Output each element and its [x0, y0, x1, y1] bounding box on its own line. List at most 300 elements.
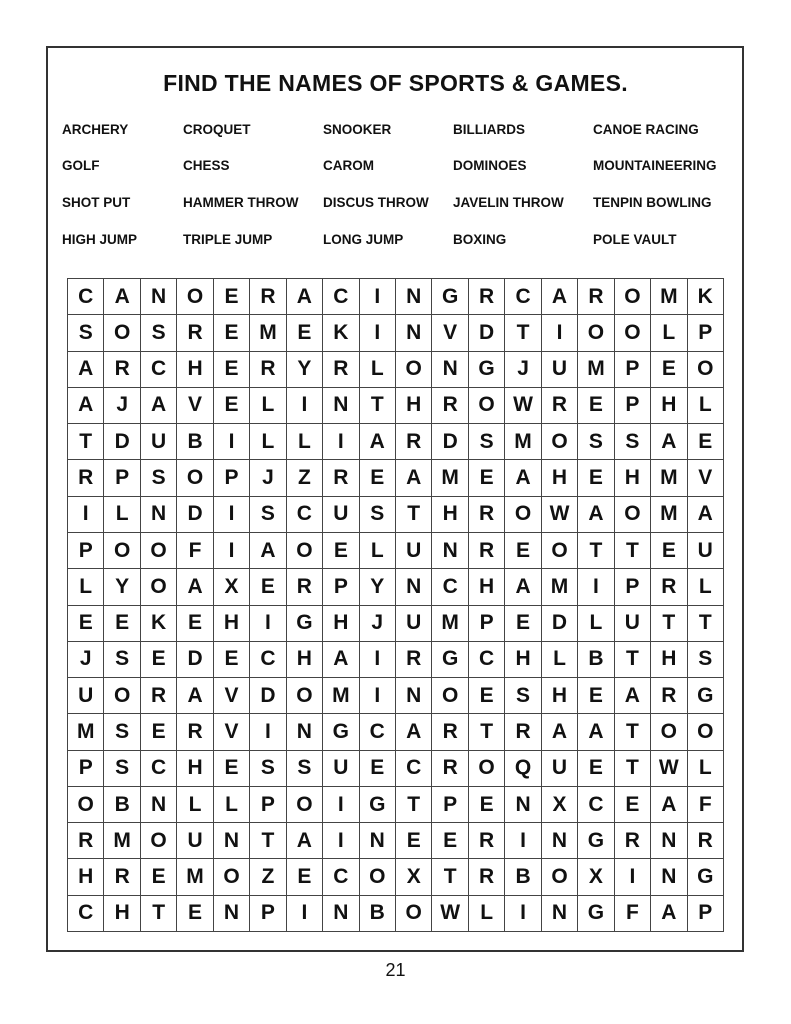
grid-cell[interactable]: O	[104, 678, 140, 714]
grid-cell[interactable]: I	[505, 823, 541, 859]
grid-cell[interactable]: T	[688, 606, 724, 642]
grid-cell[interactable]: T	[469, 714, 505, 750]
grid-cell[interactable]: L	[287, 424, 323, 460]
grid-cell[interactable]: S	[578, 424, 614, 460]
grid-cell[interactable]: R	[469, 823, 505, 859]
grid-cell[interactable]: H	[469, 569, 505, 605]
grid-cell[interactable]: O	[177, 279, 213, 315]
grid-cell[interactable]: A	[68, 388, 104, 424]
grid-cell[interactable]: F	[688, 787, 724, 823]
grid-cell[interactable]: S	[505, 678, 541, 714]
grid-cell[interactable]: C	[287, 497, 323, 533]
grid-cell[interactable]: W	[505, 388, 541, 424]
grid-cell[interactable]: R	[68, 460, 104, 496]
grid-cell[interactable]: H	[542, 460, 578, 496]
grid-cell[interactable]: L	[68, 569, 104, 605]
grid-cell[interactable]: S	[250, 751, 286, 787]
grid-cell[interactable]: P	[68, 751, 104, 787]
grid-cell[interactable]: H	[214, 606, 250, 642]
grid-cell[interactable]: R	[396, 424, 432, 460]
grid-cell[interactable]: T	[505, 315, 541, 351]
grid-cell[interactable]: N	[396, 678, 432, 714]
grid-cell[interactable]: T	[615, 714, 651, 750]
grid-cell[interactable]: Y	[360, 569, 396, 605]
grid-cell[interactable]: O	[141, 533, 177, 569]
grid-cell[interactable]: R	[396, 642, 432, 678]
grid-cell[interactable]: N	[141, 497, 177, 533]
grid-cell[interactable]: T	[68, 424, 104, 460]
grid-cell[interactable]: H	[287, 642, 323, 678]
grid-cell[interactable]: E	[396, 823, 432, 859]
grid-cell[interactable]: G	[688, 678, 724, 714]
grid-cell[interactable]: P	[615, 569, 651, 605]
grid-cell[interactable]: J	[360, 606, 396, 642]
grid-cell[interactable]: X	[214, 569, 250, 605]
grid-cell[interactable]: O	[505, 497, 541, 533]
grid-cell[interactable]: A	[651, 787, 687, 823]
grid-cell[interactable]: A	[287, 279, 323, 315]
grid-cell[interactable]: I	[323, 823, 359, 859]
grid-cell[interactable]: A	[396, 714, 432, 750]
grid-cell[interactable]: E	[214, 751, 250, 787]
grid-cell[interactable]: R	[177, 714, 213, 750]
grid-cell[interactable]: E	[323, 533, 359, 569]
grid-cell[interactable]: U	[615, 606, 651, 642]
grid-cell[interactable]: T	[615, 751, 651, 787]
grid-cell[interactable]: U	[323, 751, 359, 787]
grid-cell[interactable]: L	[688, 751, 724, 787]
grid-cell[interactable]: O	[469, 388, 505, 424]
grid-cell[interactable]: A	[68, 352, 104, 388]
grid-cell[interactable]: A	[141, 388, 177, 424]
grid-cell[interactable]: I	[578, 569, 614, 605]
grid-cell[interactable]: N	[287, 714, 323, 750]
grid-cell[interactable]: K	[141, 606, 177, 642]
grid-cell[interactable]: I	[360, 279, 396, 315]
grid-cell[interactable]: K	[688, 279, 724, 315]
grid-cell[interactable]: W	[432, 896, 468, 932]
grid-cell[interactable]: O	[396, 352, 432, 388]
grid-cell[interactable]: I	[287, 896, 323, 932]
grid-cell[interactable]: N	[396, 569, 432, 605]
grid-cell[interactable]: T	[651, 606, 687, 642]
grid-cell[interactable]: S	[287, 751, 323, 787]
grid-cell[interactable]: E	[432, 823, 468, 859]
grid-cell[interactable]: P	[250, 896, 286, 932]
grid-cell[interactable]: C	[68, 279, 104, 315]
grid-cell[interactable]: C	[396, 751, 432, 787]
grid-cell[interactable]: V	[688, 460, 724, 496]
grid-cell[interactable]: O	[651, 714, 687, 750]
grid-cell[interactable]: E	[104, 606, 140, 642]
grid-cell[interactable]: U	[542, 352, 578, 388]
grid-cell[interactable]: D	[177, 497, 213, 533]
grid-cell[interactable]: P	[104, 460, 140, 496]
grid-cell[interactable]: M	[432, 606, 468, 642]
grid-cell[interactable]: A	[323, 642, 359, 678]
grid-cell[interactable]: C	[141, 352, 177, 388]
grid-cell[interactable]: P	[323, 569, 359, 605]
grid-cell[interactable]: E	[141, 642, 177, 678]
grid-cell[interactable]: B	[177, 424, 213, 460]
grid-cell[interactable]: O	[615, 497, 651, 533]
grid-cell[interactable]: B	[360, 896, 396, 932]
grid-cell[interactable]: C	[505, 279, 541, 315]
grid-cell[interactable]: R	[250, 352, 286, 388]
grid-cell[interactable]: H	[651, 642, 687, 678]
grid-cell[interactable]: E	[214, 279, 250, 315]
grid-cell[interactable]: E	[360, 751, 396, 787]
grid-cell[interactable]: R	[469, 533, 505, 569]
grid-cell[interactable]: I	[250, 606, 286, 642]
grid-cell[interactable]: O	[287, 787, 323, 823]
grid-cell[interactable]: I	[323, 787, 359, 823]
grid-cell[interactable]: H	[542, 678, 578, 714]
grid-cell[interactable]: C	[141, 751, 177, 787]
grid-cell[interactable]: O	[177, 460, 213, 496]
grid-cell[interactable]: N	[505, 787, 541, 823]
grid-cell[interactable]: M	[68, 714, 104, 750]
grid-cell[interactable]: I	[615, 859, 651, 895]
grid-cell[interactable]: I	[505, 896, 541, 932]
grid-cell[interactable]: O	[104, 533, 140, 569]
grid-cell[interactable]: H	[505, 642, 541, 678]
grid-cell[interactable]: L	[177, 787, 213, 823]
grid-cell[interactable]: Q	[505, 751, 541, 787]
grid-cell[interactable]: E	[177, 896, 213, 932]
grid-cell[interactable]: E	[177, 606, 213, 642]
grid-cell[interactable]: U	[68, 678, 104, 714]
grid-cell[interactable]: C	[68, 896, 104, 932]
grid-cell[interactable]: H	[615, 460, 651, 496]
grid-cell[interactable]: O	[287, 533, 323, 569]
grid-cell[interactable]: O	[104, 315, 140, 351]
grid-cell[interactable]: R	[651, 569, 687, 605]
grid-cell[interactable]: D	[177, 642, 213, 678]
grid-cell[interactable]: I	[287, 388, 323, 424]
grid-cell[interactable]: N	[432, 533, 468, 569]
grid-cell[interactable]: N	[360, 823, 396, 859]
grid-cell[interactable]: R	[287, 569, 323, 605]
grid-cell[interactable]: S	[360, 497, 396, 533]
grid-cell[interactable]: L	[688, 569, 724, 605]
grid-cell[interactable]: F	[615, 896, 651, 932]
grid-cell[interactable]: I	[214, 533, 250, 569]
grid-cell[interactable]: D	[542, 606, 578, 642]
grid-cell[interactable]: R	[68, 823, 104, 859]
grid-cell[interactable]: H	[432, 497, 468, 533]
grid-cell[interactable]: L	[469, 896, 505, 932]
grid-cell[interactable]: S	[141, 315, 177, 351]
grid-cell[interactable]: V	[214, 678, 250, 714]
grid-cell[interactable]: R	[104, 859, 140, 895]
grid-cell[interactable]: R	[651, 678, 687, 714]
grid-cell[interactable]: I	[360, 315, 396, 351]
grid-cell[interactable]: S	[68, 315, 104, 351]
grid-cell[interactable]: M	[432, 460, 468, 496]
grid-cell[interactable]: C	[432, 569, 468, 605]
grid-cell[interactable]: A	[505, 460, 541, 496]
grid-cell[interactable]: U	[542, 751, 578, 787]
grid-cell[interactable]: A	[177, 678, 213, 714]
grid-cell[interactable]: L	[250, 424, 286, 460]
grid-cell[interactable]: R	[469, 859, 505, 895]
grid-cell[interactable]: U	[323, 497, 359, 533]
grid-cell[interactable]: N	[542, 896, 578, 932]
grid-cell[interactable]: R	[323, 460, 359, 496]
grid-cell[interactable]: O	[615, 279, 651, 315]
grid-cell[interactable]: E	[360, 460, 396, 496]
grid-cell[interactable]: T	[360, 388, 396, 424]
grid-cell[interactable]: M	[323, 678, 359, 714]
grid-cell[interactable]: O	[360, 859, 396, 895]
grid-cell[interactable]: O	[578, 315, 614, 351]
grid-cell[interactable]: T	[396, 497, 432, 533]
grid-cell[interactable]: E	[505, 606, 541, 642]
grid-cell[interactable]: P	[214, 460, 250, 496]
grid-cell[interactable]: I	[250, 714, 286, 750]
grid-cell[interactable]: E	[287, 315, 323, 351]
grid-cell[interactable]: H	[323, 606, 359, 642]
grid-cell[interactable]: M	[651, 279, 687, 315]
grid-cell[interactable]: E	[651, 352, 687, 388]
grid-cell[interactable]: E	[214, 315, 250, 351]
grid-cell[interactable]: G	[432, 279, 468, 315]
grid-cell[interactable]: H	[396, 388, 432, 424]
grid-cell[interactable]: T	[578, 533, 614, 569]
grid-cell[interactable]: L	[688, 388, 724, 424]
grid-cell[interactable]: N	[542, 823, 578, 859]
grid-cell[interactable]: L	[360, 352, 396, 388]
grid-cell[interactable]: U	[141, 424, 177, 460]
grid-cell[interactable]: T	[250, 823, 286, 859]
grid-cell[interactable]: N	[141, 787, 177, 823]
grid-cell[interactable]: R	[469, 497, 505, 533]
grid-cell[interactable]: K	[323, 315, 359, 351]
grid-cell[interactable]: O	[287, 678, 323, 714]
grid-cell[interactable]: S	[469, 424, 505, 460]
grid-cell[interactable]: G	[469, 352, 505, 388]
grid-cell[interactable]: R	[432, 751, 468, 787]
grid-cell[interactable]: O	[542, 859, 578, 895]
grid-cell[interactable]: E	[214, 388, 250, 424]
grid-cell[interactable]: J	[250, 460, 286, 496]
grid-cell[interactable]: G	[688, 859, 724, 895]
grid-cell[interactable]: E	[250, 569, 286, 605]
grid-cell[interactable]: E	[141, 859, 177, 895]
grid-cell[interactable]: N	[214, 823, 250, 859]
grid-cell[interactable]: X	[578, 859, 614, 895]
grid-cell[interactable]: O	[68, 787, 104, 823]
grid-cell[interactable]: O	[688, 352, 724, 388]
grid-cell[interactable]: M	[651, 497, 687, 533]
grid-cell[interactable]: J	[505, 352, 541, 388]
grid-cell[interactable]: E	[469, 678, 505, 714]
grid-cell[interactable]: D	[250, 678, 286, 714]
grid-cell[interactable]: R	[542, 388, 578, 424]
grid-cell[interactable]: S	[104, 714, 140, 750]
grid-cell[interactable]: R	[615, 823, 651, 859]
grid-cell[interactable]: I	[542, 315, 578, 351]
grid-cell[interactable]: V	[432, 315, 468, 351]
grid-cell[interactable]: H	[177, 352, 213, 388]
grid-cell[interactable]: E	[287, 859, 323, 895]
grid-cell[interactable]: H	[104, 896, 140, 932]
grid-cell[interactable]: H	[177, 751, 213, 787]
grid-cell[interactable]: E	[578, 751, 614, 787]
grid-cell[interactable]: A	[505, 569, 541, 605]
grid-cell[interactable]: B	[578, 642, 614, 678]
grid-cell[interactable]: R	[141, 678, 177, 714]
grid-cell[interactable]: L	[214, 787, 250, 823]
grid-cell[interactable]: L	[250, 388, 286, 424]
grid-cell[interactable]: P	[688, 896, 724, 932]
grid-cell[interactable]: P	[469, 606, 505, 642]
grid-cell[interactable]: L	[651, 315, 687, 351]
grid-cell[interactable]: C	[250, 642, 286, 678]
grid-cell[interactable]: R	[250, 279, 286, 315]
grid-cell[interactable]: A	[396, 460, 432, 496]
grid-cell[interactable]: O	[141, 823, 177, 859]
grid-cell[interactable]: A	[287, 823, 323, 859]
grid-cell[interactable]: M	[104, 823, 140, 859]
grid-cell[interactable]: M	[651, 460, 687, 496]
grid-cell[interactable]: V	[177, 388, 213, 424]
grid-cell[interactable]: O	[688, 714, 724, 750]
grid-cell[interactable]: H	[651, 388, 687, 424]
grid-cell[interactable]: E	[214, 642, 250, 678]
grid-cell[interactable]: Y	[104, 569, 140, 605]
grid-cell[interactable]: I	[360, 642, 396, 678]
grid-cell[interactable]: U	[396, 533, 432, 569]
grid-cell[interactable]: O	[432, 678, 468, 714]
grid-cell[interactable]: N	[396, 279, 432, 315]
grid-cell[interactable]: I	[323, 424, 359, 460]
grid-cell[interactable]: O	[615, 315, 651, 351]
grid-cell[interactable]: A	[578, 497, 614, 533]
grid-cell[interactable]: D	[432, 424, 468, 460]
grid-cell[interactable]: I	[360, 678, 396, 714]
grid-cell[interactable]: T	[141, 896, 177, 932]
grid-cell[interactable]: N	[651, 859, 687, 895]
grid-cell[interactable]: C	[323, 279, 359, 315]
grid-cell[interactable]: R	[432, 388, 468, 424]
grid-cell[interactable]: A	[542, 714, 578, 750]
grid-cell[interactable]: S	[688, 642, 724, 678]
grid-cell[interactable]: E	[578, 388, 614, 424]
grid-cell[interactable]: I	[214, 424, 250, 460]
grid-cell[interactable]: O	[469, 751, 505, 787]
grid-cell[interactable]: E	[68, 606, 104, 642]
grid-cell[interactable]: N	[396, 315, 432, 351]
grid-cell[interactable]: O	[214, 859, 250, 895]
grid-cell[interactable]: N	[214, 896, 250, 932]
grid-cell[interactable]: J	[104, 388, 140, 424]
grid-cell[interactable]: I	[214, 497, 250, 533]
grid-cell[interactable]: W	[542, 497, 578, 533]
grid-cell[interactable]: P	[250, 787, 286, 823]
grid-cell[interactable]: F	[177, 533, 213, 569]
grid-cell[interactable]: N	[651, 823, 687, 859]
grid-cell[interactable]: P	[68, 533, 104, 569]
grid-cell[interactable]: N	[432, 352, 468, 388]
grid-cell[interactable]: Z	[287, 460, 323, 496]
grid-cell[interactable]: X	[542, 787, 578, 823]
grid-cell[interactable]: L	[578, 606, 614, 642]
grid-cell[interactable]: A	[104, 279, 140, 315]
grid-cell[interactable]: C	[578, 787, 614, 823]
grid-cell[interactable]: R	[323, 352, 359, 388]
grid-cell[interactable]: D	[469, 315, 505, 351]
grid-cell[interactable]: O	[141, 569, 177, 605]
grid-cell[interactable]: O	[542, 424, 578, 460]
grid-cell[interactable]: R	[505, 714, 541, 750]
grid-cell[interactable]: E	[469, 787, 505, 823]
grid-cell[interactable]: G	[323, 714, 359, 750]
grid-cell[interactable]: E	[214, 352, 250, 388]
grid-cell[interactable]: L	[104, 497, 140, 533]
grid-cell[interactable]: M	[505, 424, 541, 460]
grid-cell[interactable]: S	[104, 751, 140, 787]
grid-cell[interactable]: E	[469, 460, 505, 496]
grid-cell[interactable]: A	[250, 533, 286, 569]
grid-cell[interactable]: Y	[287, 352, 323, 388]
grid-cell[interactable]: U	[177, 823, 213, 859]
grid-cell[interactable]: M	[542, 569, 578, 605]
grid-cell[interactable]: S	[141, 460, 177, 496]
grid-cell[interactable]: Z	[250, 859, 286, 895]
grid-cell[interactable]: P	[615, 388, 651, 424]
grid-cell[interactable]: L	[542, 642, 578, 678]
grid-cell[interactable]: M	[578, 352, 614, 388]
grid-cell[interactable]: E	[141, 714, 177, 750]
grid-cell[interactable]: T	[396, 787, 432, 823]
grid-cell[interactable]: E	[578, 678, 614, 714]
grid-cell[interactable]: A	[578, 714, 614, 750]
grid-cell[interactable]: P	[688, 315, 724, 351]
grid-cell[interactable]: N	[141, 279, 177, 315]
grid-cell[interactable]: J	[68, 642, 104, 678]
grid-cell[interactable]: G	[287, 606, 323, 642]
grid-cell[interactable]: R	[688, 823, 724, 859]
grid-cell[interactable]: A	[177, 569, 213, 605]
grid-cell[interactable]: P	[432, 787, 468, 823]
grid-cell[interactable]: T	[432, 859, 468, 895]
grid-cell[interactable]: A	[360, 424, 396, 460]
grid-cell[interactable]: T	[615, 533, 651, 569]
grid-cell[interactable]: E	[505, 533, 541, 569]
grid-cell[interactable]: A	[615, 678, 651, 714]
grid-cell[interactable]: M	[177, 859, 213, 895]
grid-cell[interactable]: P	[615, 352, 651, 388]
grid-cell[interactable]: R	[177, 315, 213, 351]
grid-cell[interactable]: S	[104, 642, 140, 678]
grid-cell[interactable]: U	[688, 533, 724, 569]
grid-cell[interactable]: E	[688, 424, 724, 460]
grid-cell[interactable]: U	[396, 606, 432, 642]
grid-cell[interactable]: O	[542, 533, 578, 569]
grid-cell[interactable]: E	[615, 787, 651, 823]
grid-cell[interactable]: H	[68, 859, 104, 895]
grid-cell[interactable]: G	[578, 823, 614, 859]
grid-cell[interactable]: G	[432, 642, 468, 678]
grid-cell[interactable]: T	[615, 642, 651, 678]
grid-cell[interactable]: W	[651, 751, 687, 787]
grid-cell[interactable]: C	[360, 714, 396, 750]
grid-cell[interactable]: M	[250, 315, 286, 351]
grid-cell[interactable]: L	[360, 533, 396, 569]
grid-cell[interactable]: D	[104, 424, 140, 460]
